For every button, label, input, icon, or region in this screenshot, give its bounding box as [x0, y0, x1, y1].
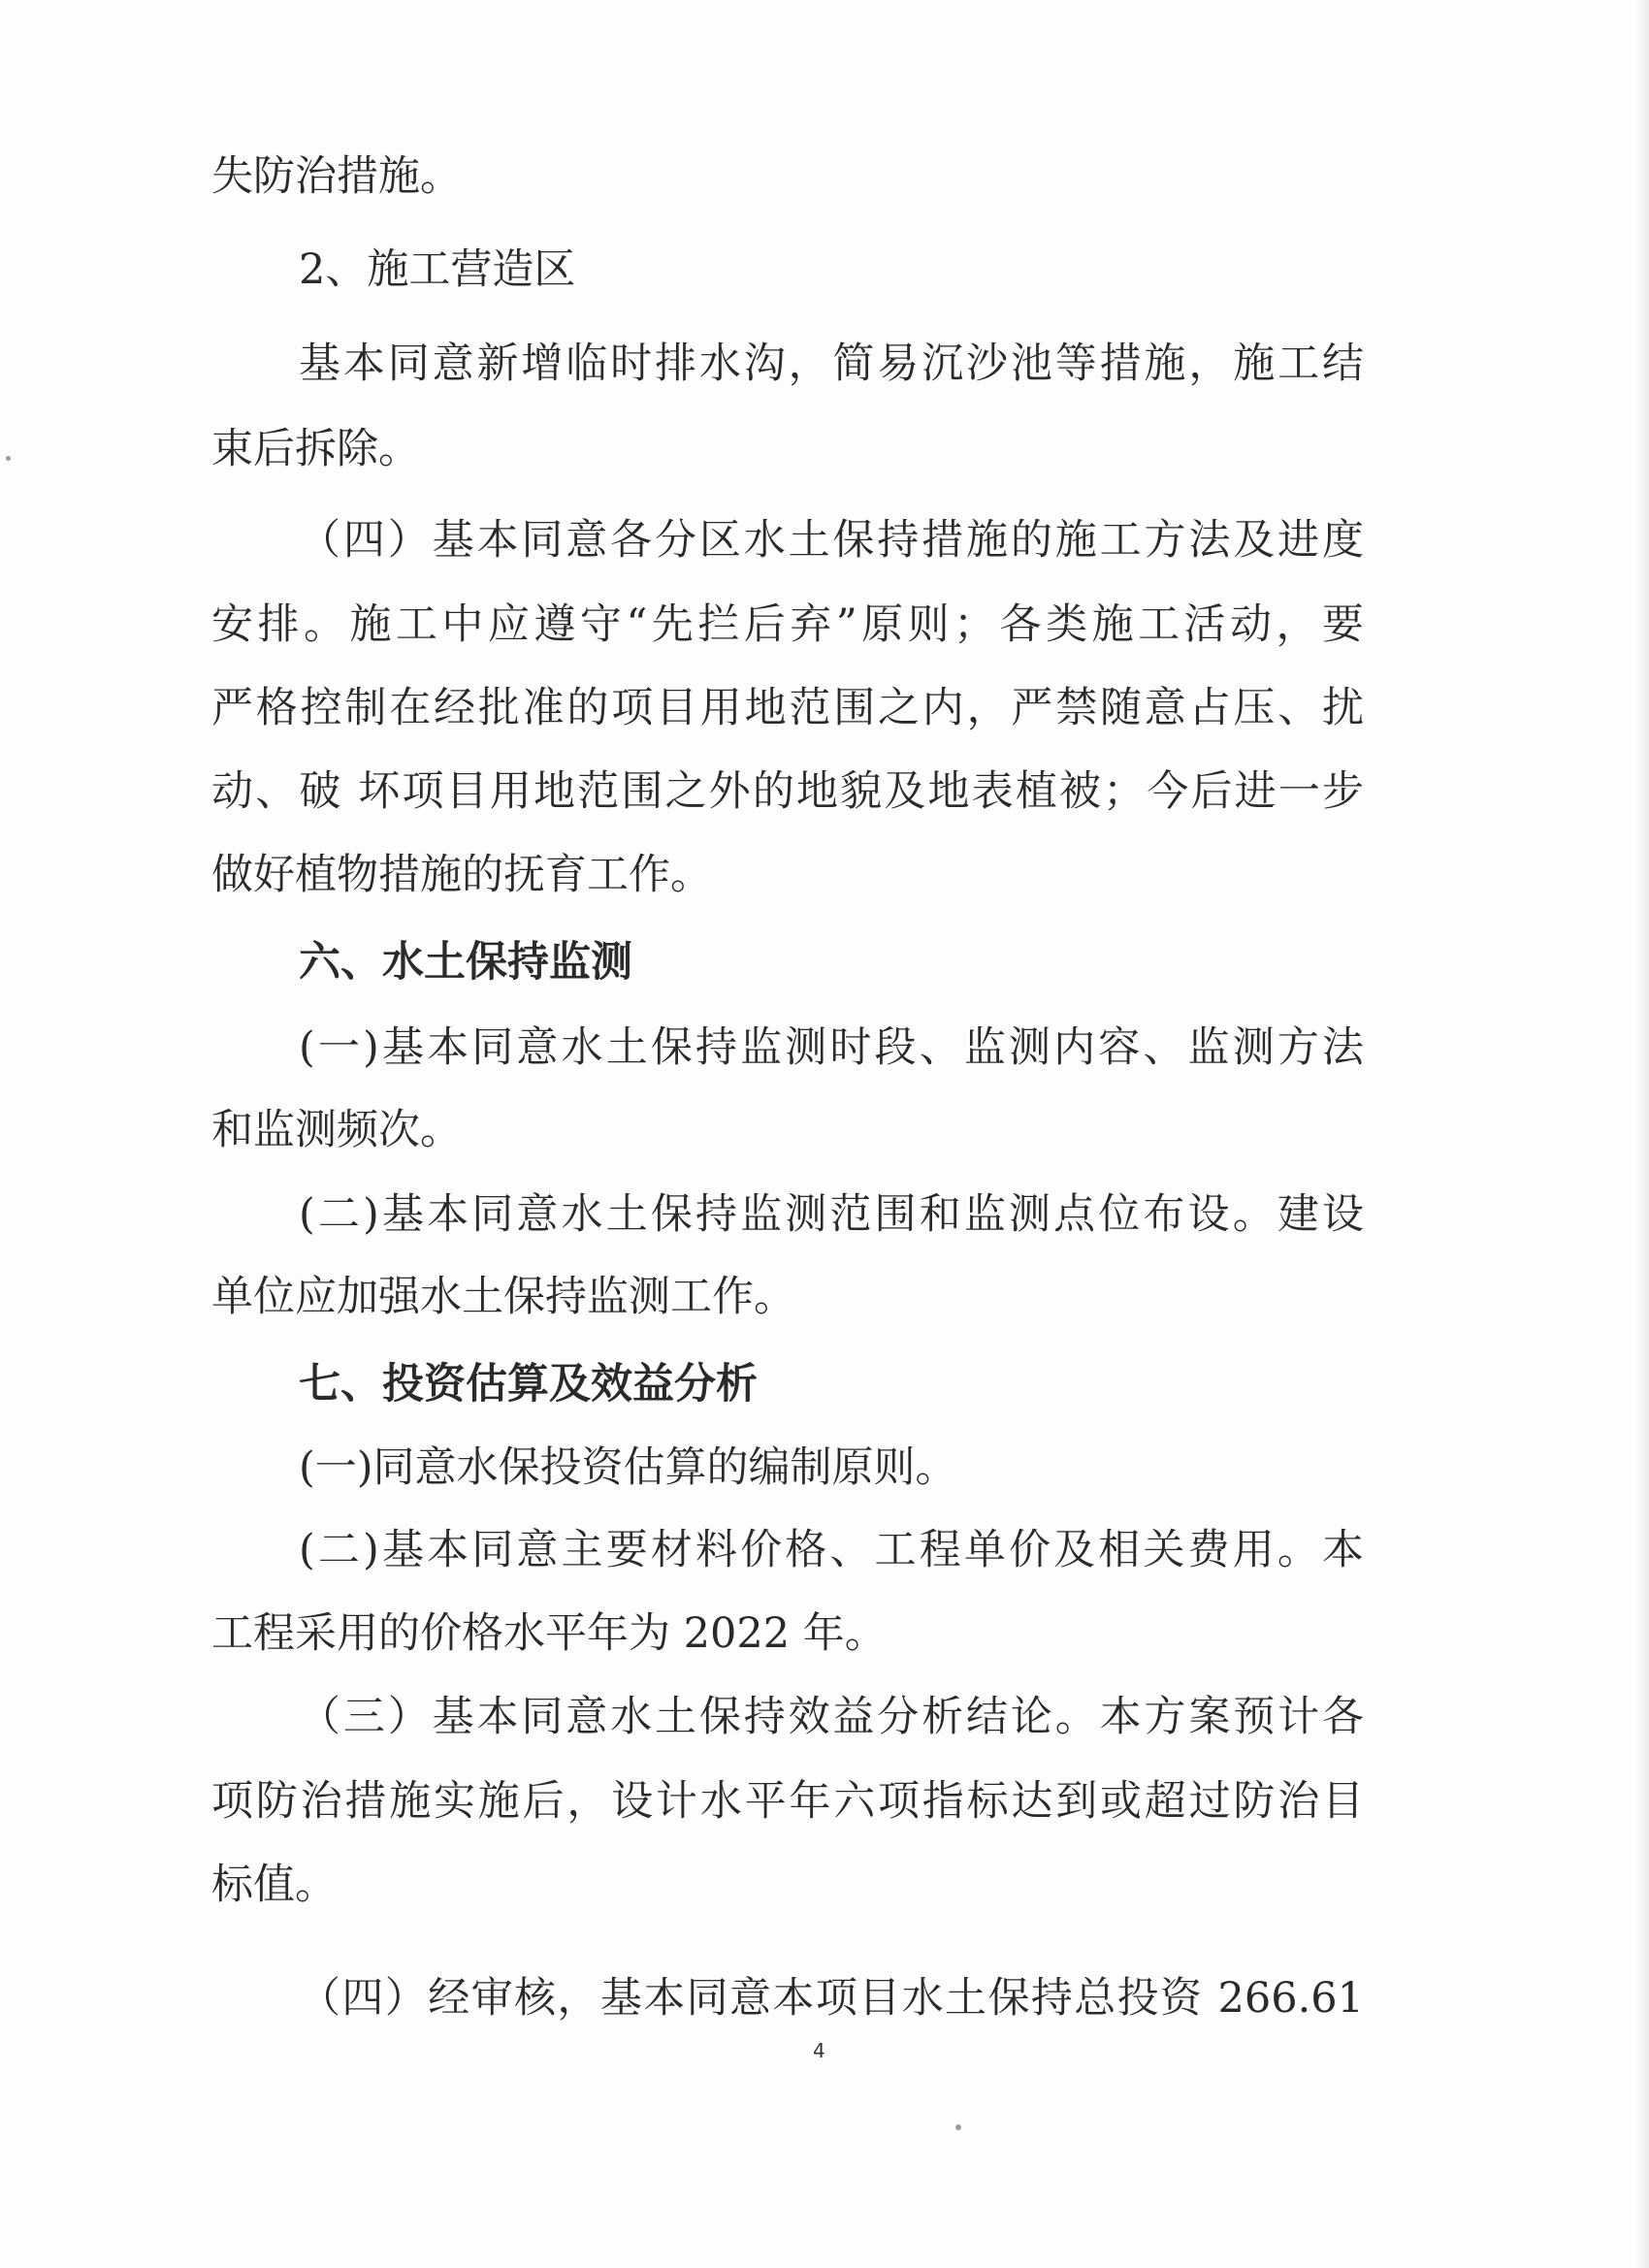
- paragraph-line-14: 单位应加强水土保持监测工作。: [211, 1273, 795, 1321]
- page-number: 4: [813, 2039, 825, 2062]
- paragraph-line-17: (二)基本同意主要材料价格、工程单价及相关费用。本: [299, 1526, 1364, 1574]
- paragraph-line-18: 工程采用的价格水平年为 2022 年。: [211, 1609, 887, 1658]
- section-heading-investment: 七、投资估算及效益分析: [299, 1360, 758, 1409]
- paragraph-line-8: 动、破 坏项目用地范围之外的地貌及地表植被；今后进一步: [211, 767, 1364, 816]
- paragraph-line-4: 束后拆除。: [211, 425, 420, 473]
- paragraph-line-19: （三）基本同意水土保持效益分析结论。本方案预计各: [299, 1693, 1364, 1741]
- paragraph-line-12: 和监测频次。: [211, 1106, 462, 1154]
- scan-edge-shadow: [1635, 0, 1649, 2268]
- paragraph-line-9: 做好植物措施的抚育工作。: [211, 851, 712, 899]
- paragraph-line-11: (一)基本同意水土保持监测时段、监测内容、监测方法: [299, 1023, 1364, 1072]
- paragraph-line-5: （四）基本同意各分区水土保持措施的施工方法及进度: [299, 516, 1364, 565]
- paragraph-line-3: 基本同意新增临时排水沟，简易沉沙池等措施，施工结: [299, 340, 1364, 388]
- section-item-construction-area: 2、施工营造区: [299, 245, 576, 294]
- scan-speck: [955, 2124, 961, 2130]
- scan-speck: [6, 456, 11, 461]
- paragraph-line-7: 严格控制在经批准的项目用地范围之内，严禁随意占压、扰: [211, 684, 1364, 732]
- paragraph-line-13: (二)基本同意水土保持监测范围和监测点位布设。建设: [299, 1190, 1364, 1239]
- paragraph-line-6: 安排。施工中应遵守“先拦后弃”原则；各类施工活动，要: [211, 600, 1364, 649]
- paragraph-line-22: （四）经审核，基本同意本项目水土保持总投资 266.61: [299, 1974, 1364, 2023]
- paragraph-line-21: 标值。: [211, 1861, 337, 1909]
- paragraph-line-1: 失防治措施。: [211, 152, 462, 201]
- paragraph-line-20: 项防治措施实施后，设计水平年六项指标达到或超过防治目: [211, 1777, 1364, 1826]
- paragraph-line-16: (一)同意水保投资估算的编制原则。: [299, 1443, 957, 1492]
- section-heading-monitoring: 六、水土保持监测: [299, 938, 632, 987]
